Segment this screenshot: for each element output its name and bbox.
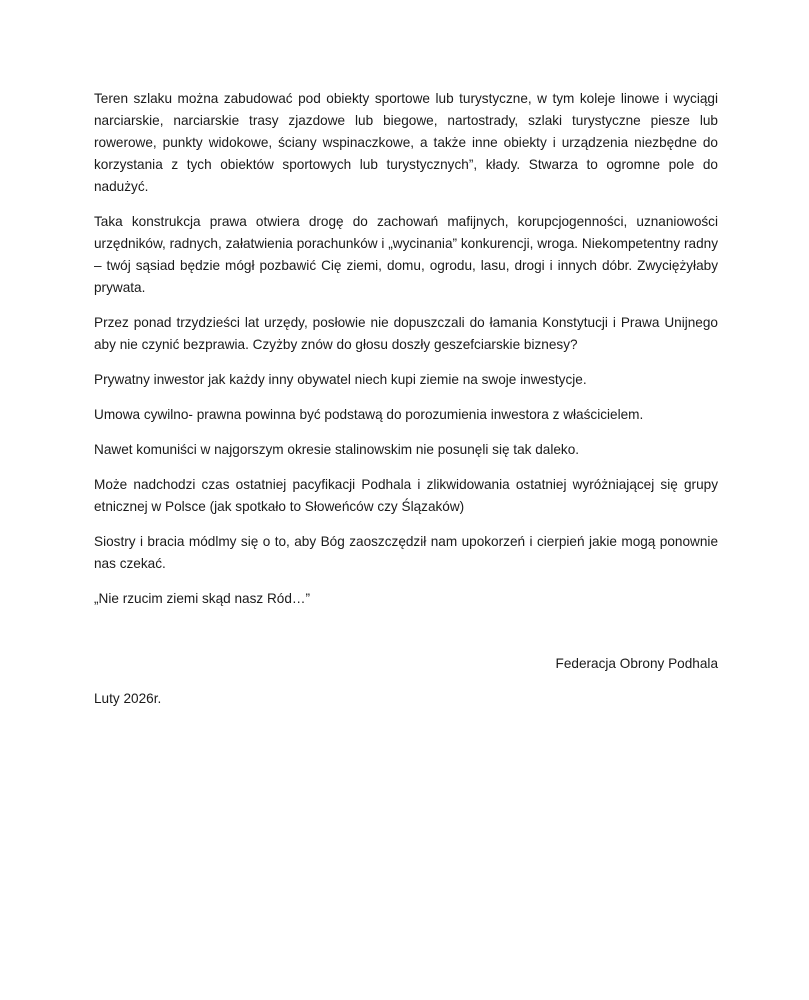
paragraph-8: Siostry i bracia módlmy się o to, aby Bóg zaoszczędził nam upokorzeń i cierpień jakie mogą ponownie nas czekać. [94,534,718,571]
paragraph-3: Przez ponad trzydzieści lat urzędy, posłowie nie dopuszczali do łamania Konstytucji i Prawa Unijnego aby nie czynić bezprawia. Czyżby znów do głosu doszły geszefciarskie biznesy? [94,315,718,352]
paragraph-5: Umowa cywilno- prawna powinna być podstawą do porozumienia inwestora z właścicielem. [94,407,644,422]
signature: Federacja Obrony Podhala [555,656,718,671]
paragraph-9-quote: „Nie rzucim ziemi skąd nasz Ród…” [94,591,311,606]
paragraph-6: Nawet komuniści w najgorszym okresie stalinowskim nie posunęli się tak daleko. [94,442,580,457]
paragraph-2: Taka konstrukcja prawa otwiera drogę do zachowań mafijnych, korupcjogenności, uznaniowości urzędników, radnych, załatwienia porachunków i „wycinania” konkurencji, wroga. Niekompetentny radny – twój sąsiad będzie mógł pozbawić Cię ziemi, domu, ogrodu, lasu, drogi i innych dóbr. Zwyciężyłaby prywata. [94,214,718,295]
paragraph-1: Teren szlaku można zabudować pod obiekty sportowe lub turystyczne, w tym koleje linowe i wyciągi narciarskie, narciarskie trasy zjazdowe lub biegowe, nartostrady, szlaki turystyczne piesze lub rowerowe, punkty widokowe, ściany wspinaczkowe, a także inne obiekty i urządzenia niezbędne do korzystania z tych obiektów sportowych lub turystycznych”, kłady. Stwarza to ogromne pole do nadużyć. [94,91,718,194]
paragraph-4: Prywatny inwestor jak każdy inny obywatel niech kupi ziemie na swoje inwestycje. [94,372,587,387]
paragraph-7: Może nadchodzi czas ostatniej pacyfikacji Podhala i zlikwidowania ostatniej wyróżniającej się grupy etnicznej w Polsce (jak spotkało to Słoweńców czy Ślązaków) [94,477,718,514]
vertical-gap [94,623,718,653]
date-line: Luty 2026r. [94,691,162,706]
